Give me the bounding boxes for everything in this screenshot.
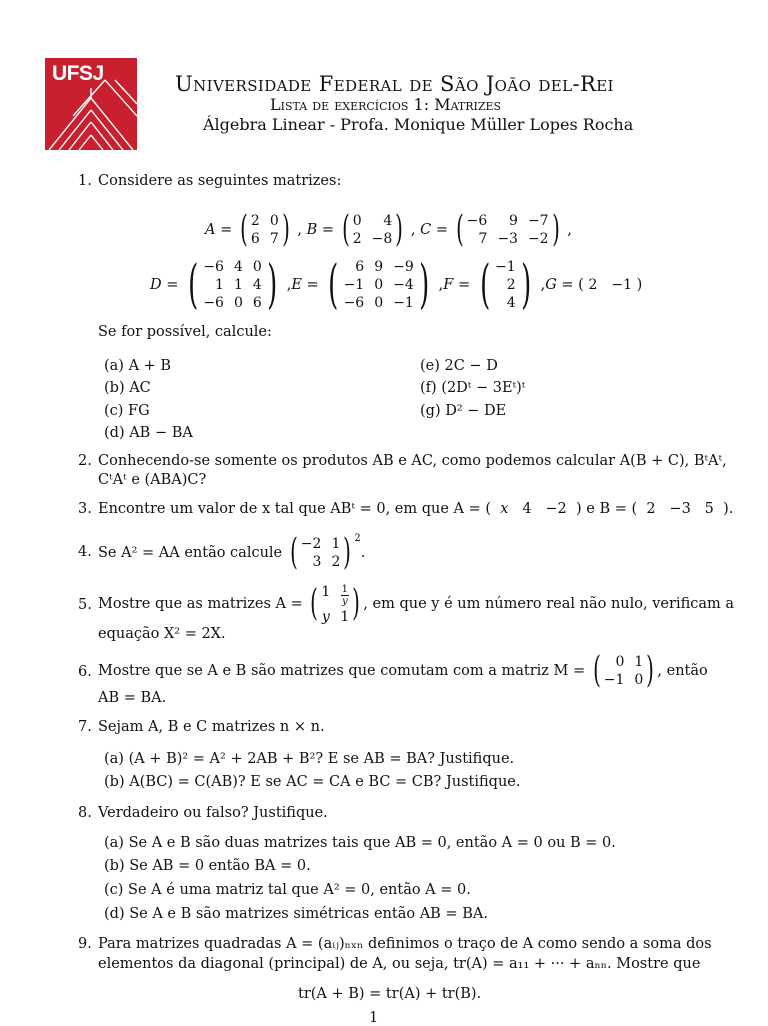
q6-line2: AB = BA. bbox=[98, 690, 167, 706]
matrix-D: ( −6 4 0 1 1 4 −6 0 6 ) bbox=[188, 255, 278, 315]
matrix-B: ( 0 4 2 −8 ) bbox=[341, 209, 404, 250]
matrix-E-cell: 9 bbox=[374, 259, 384, 275]
course-title: Álgebra Linear - Profa. Monique Müller Lopes Rocha bbox=[203, 115, 634, 134]
q7-item-b: (b) A(BC) = C(AB)? E se AC = CA e BC = CB? Justifique. bbox=[104, 774, 521, 790]
q8-number: 8. bbox=[78, 805, 92, 821]
matrix-D-cell: 0 bbox=[233, 295, 243, 311]
q9-number: 9. bbox=[78, 936, 92, 952]
q9-formula: tr(A + B) = tr(A) + tr(B). bbox=[298, 986, 482, 1002]
matrix-B-cell: −8 bbox=[371, 231, 393, 247]
q2-line1: Conhecendo-se somente os produtos AB e AC, como podemos calcular A(B + C), BᵗAᵗ, bbox=[98, 453, 727, 469]
matrix-E-cell: −9 bbox=[393, 259, 414, 275]
matrix-A-cell: 7 bbox=[269, 231, 279, 247]
matrix-B-cell: 4 bbox=[383, 213, 393, 229]
q1-intro: Considere as seguintes matrizes: bbox=[98, 173, 342, 189]
matrix-F-cell: 2 bbox=[506, 277, 516, 293]
q1-prompt: Se for possível, calcule: bbox=[98, 324, 272, 340]
q6-number: 6. bbox=[78, 664, 92, 680]
matrix-F: ( −1 2 4 ) bbox=[479, 255, 531, 315]
q1-item-a: (a) A + B bbox=[104, 358, 172, 374]
q6-matrix: ( 0 1 −1 0 ) bbox=[592, 650, 655, 691]
q1-item-e: (e) 2C − D bbox=[420, 358, 498, 374]
matrix-A: ( 2 0 6 7 ) bbox=[240, 209, 290, 250]
q6-line1: Mostre que se A e B são matrizes que comutam com a matriz M = ( 0 1 −1 0 ) , então bbox=[98, 650, 708, 691]
q6-matrix-cell: 0 bbox=[634, 672, 644, 688]
q8-item-a: (a) Se A e B são duas matrizes tais que AB = 0, então A = 0 ou B = 0. bbox=[104, 835, 616, 851]
matrix-E-cell: 0 bbox=[374, 295, 384, 311]
matrix-D-cell: 4 bbox=[252, 277, 262, 293]
q1-item-b: (b) AC bbox=[104, 380, 151, 396]
matrix-A-cell: 2 bbox=[250, 213, 260, 229]
matrix-C-cell: 9 bbox=[509, 213, 518, 229]
matrix-C-cell: −2 bbox=[527, 231, 549, 247]
q2-number: 2. bbox=[78, 453, 92, 469]
q7-text: Sejam A, B e C matrizes n × n. bbox=[98, 719, 325, 735]
q5-line2: equação X² = 2X. bbox=[98, 626, 226, 642]
q7-number: 7. bbox=[78, 719, 92, 735]
q3-line: Encontre um valor de x tal que ABᵗ = 0, em que A = ( x 4 −2 ) e B = ( 2 −3 5 ). bbox=[98, 501, 734, 517]
q9-line1: Para matrizes quadradas A = (aᵢⱼ)ₙₓₙ definimos o traço de A como sendo a soma dos bbox=[98, 936, 712, 952]
matrix-G-cell: 2 bbox=[588, 277, 598, 293]
matrix-E-cell: −1 bbox=[393, 295, 414, 311]
q3-text-b: e B = bbox=[581, 501, 632, 517]
matrix-D-cell: 1 bbox=[233, 277, 243, 293]
q8-item-d: (d) Se A e B são matrizes simétricas então AB = BA. bbox=[104, 906, 488, 922]
ufsj-logo bbox=[45, 58, 137, 150]
q6-matrix-cell: −1 bbox=[603, 672, 625, 688]
q5-matrix: ( 1 $\frac{1}{y}$ y 1 ) bbox=[310, 583, 361, 625]
matrix-D-cell: 0 bbox=[252, 259, 262, 275]
q3-text-a: Encontre um valor de x tal que ABᵗ = 0, em que A = bbox=[98, 501, 486, 517]
matrix-C: ( −6 9 −7 7 −3 −2 ) bbox=[455, 209, 560, 250]
q3-vector-A: ( x 4 −2 ) bbox=[485, 501, 582, 517]
q1-item-c: (c) FG bbox=[104, 403, 150, 419]
matrix-D-cell: 4 bbox=[233, 259, 243, 275]
matrix-E-cell: −6 bbox=[343, 295, 365, 311]
q1-item-g: (g) D² − DE bbox=[420, 403, 507, 419]
q5-number: 5. bbox=[78, 597, 92, 613]
matrix-E-cell: −1 bbox=[343, 277, 365, 293]
matrix-A-cell: 6 bbox=[250, 231, 260, 247]
matrix-B-cell: 2 bbox=[352, 231, 362, 247]
logo-text: UFSJ bbox=[52, 62, 104, 85]
q3-number: 3. bbox=[78, 501, 92, 517]
q4-matrix-cell: 3 bbox=[312, 554, 322, 570]
matrices-row-1: A = ( 2 0 6 7 ) , B = ( 0 4 2 −8 ) , C = ( −6 9 −7 7 −3 −2 ) , bbox=[205, 209, 572, 250]
matrix-B-cell: 0 bbox=[352, 213, 362, 229]
matrix-D-cell: 6 bbox=[252, 295, 262, 311]
q4-matrix-cell: 2 bbox=[331, 554, 341, 570]
matrix-E-cell: 0 bbox=[374, 277, 384, 293]
matrices-row-2: D = ( −6 4 0 1 1 4 −6 0 6 ) , E = ( 6 9 −9 −1 0 −4 −6 0 −1 ) , F = ( −1 2 4 ) , G = ( 2 −1 ) bbox=[150, 255, 643, 315]
matrix-D-cell: −6 bbox=[203, 259, 224, 275]
matrix-E-cell: −4 bbox=[393, 277, 414, 293]
q7-item-a: (a) (A + B)² = A² + 2AB + B²? E se AB = BA? Justifique. bbox=[104, 751, 515, 767]
q2-line2: CᵗAᵗ e (ABA)C? bbox=[98, 472, 207, 488]
q1-item-d: (d) AB − BA bbox=[104, 425, 193, 441]
q1-item-f: (f) (2Dᵗ − 3Eᵗ)ᵗ bbox=[420, 380, 526, 396]
matrix-G-cell: −1 bbox=[611, 277, 632, 293]
matrix-D-cell: 1 bbox=[215, 277, 224, 293]
matrix-A-cell: 0 bbox=[269, 213, 279, 229]
q4-line: Se A² = AA então calcule ( −2 1 3 2 ) $^2$ . bbox=[98, 532, 366, 573]
matrix-C-cell: −7 bbox=[527, 213, 549, 229]
q6-matrix-cell: 1 bbox=[634, 654, 644, 670]
list-title: Lista de exercícios 1: Matrizes bbox=[270, 95, 502, 114]
q5-line1: Mostre que as matrizes A = ( 1 $\frac{1}{y}$ y 1 ) , em que y é um número real não nulo, verificam a bbox=[98, 583, 735, 625]
matrix-E: ( 6 9 −9 −1 0 −4 −6 0 −1 ) bbox=[328, 255, 430, 315]
matrix-F-cell: 4 bbox=[506, 295, 516, 311]
q4-text: Se A² = AA então calcule bbox=[98, 545, 283, 561]
matrix-F-cell: −1 bbox=[495, 259, 516, 275]
q6-matrix-cell: 0 bbox=[615, 654, 625, 670]
q8-item-c: (c) Se A é uma matriz tal que A² = 0, então A = 0. bbox=[104, 882, 471, 898]
q4-matrix-cell: 1 bbox=[331, 536, 341, 552]
q1-number: 1. bbox=[78, 173, 92, 189]
page-number: 1 bbox=[369, 1010, 379, 1026]
q3-vector-B: ( 2 −3 5 ) bbox=[631, 501, 729, 517]
matrix-C-cell: 7 bbox=[478, 231, 488, 247]
q8-item-b: (b) Se AB = 0 então BA = 0. bbox=[104, 858, 311, 874]
matrix-D-cell: −6 bbox=[203, 295, 224, 311]
q4-matrix: ( −2 1 3 2 ) bbox=[289, 532, 352, 573]
q9-line2: elementos da diagonal (principal) de A, ou seja, tr(A) = a₁₁ + ··· + aₙₙ. Mostre que bbox=[98, 956, 701, 972]
q8-text: Verdadeiro ou falso? Justifique. bbox=[98, 805, 328, 821]
logo-graphic bbox=[45, 58, 137, 150]
matrix-C-cell: −3 bbox=[497, 231, 518, 247]
matrix-E-cell: 6 bbox=[355, 259, 365, 275]
q4-matrix-cell: −2 bbox=[300, 536, 322, 552]
matrix-G: ( 2 −1 ) bbox=[578, 277, 643, 293]
university-title: Universidade Federal de São João del-Rei bbox=[175, 72, 614, 96]
matrix-C-cell: −6 bbox=[466, 213, 488, 229]
q4-number: 4. bbox=[78, 544, 92, 560]
